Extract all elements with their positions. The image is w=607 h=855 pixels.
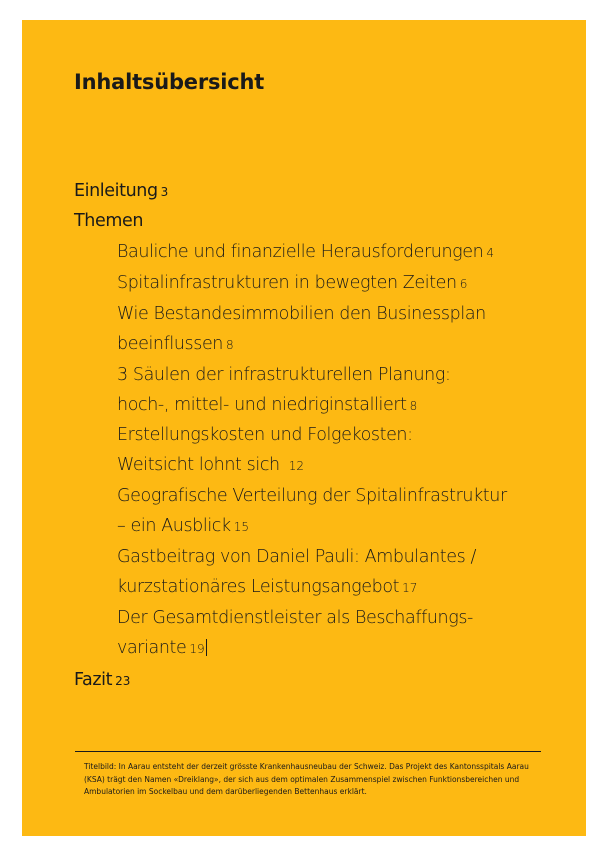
toc-entry-bauliche[interactable] <box>117 241 494 264</box>
toc-entry-erstellungskosten-line2[interactable] <box>117 454 304 477</box>
toc-label: Der Gesamtdienstleister als Beschaffungs- <box>117 608 473 628</box>
toc-label: hoch-, mittel- und niedriginstalliert <box>117 395 407 415</box>
toc-entry-einleitung[interactable] <box>74 180 168 203</box>
toc-label: – ein Ausblick <box>117 516 231 536</box>
toc-page-number: 6 <box>459 277 468 291</box>
cover-image-caption: Titelbild: In Aarau entsteht der derzeit grösste Krankenhausneubau der Schweiz. Das Projekt des Kantonsspitals Aarau (KSA) trägt den Namen «Dreiklang», der sich aus dem optimalen Zusammenspiel zwischen Funktionsbereichen und Ambulatorien im Sockelbau und dem darüberliegenden Bettenhaus erklärt. <box>84 762 529 796</box>
toc-label: Erstellungskosten und Folgekosten: <box>117 425 413 445</box>
toc-page-number: 23 <box>115 674 131 688</box>
toc-section-themen <box>74 210 143 232</box>
toc-entry-gesamtdienstleister-line1[interactable] <box>117 607 473 629</box>
toc-page-number: 17 <box>402 581 418 595</box>
toc-entry-fazit[interactable] <box>74 669 130 692</box>
toc-page-number: 15 <box>233 520 250 534</box>
content-panel <box>22 20 586 836</box>
toc-label: Themen <box>74 211 144 231</box>
toc-entry-gastbeitrag-line1[interactable] <box>117 546 476 568</box>
toc-entry-saeulen-line1[interactable] <box>117 364 450 386</box>
toc-page-number: 8 <box>226 338 234 352</box>
toc-entry-geografische-line2[interactable] <box>117 515 249 538</box>
toc-label: Gastbeitrag von Daniel Pauli: Ambulantes / <box>117 547 476 567</box>
toc-page-number: 3 <box>160 185 169 199</box>
toc-label: Einleitung <box>74 181 158 201</box>
toc-label: Weitsicht lohnt sich <box>117 455 280 475</box>
toc-label: beeinflussen <box>117 334 224 354</box>
toc-page-number: 8 <box>409 399 418 413</box>
toc-entry-saeulen-line2[interactable] <box>117 394 417 417</box>
toc-entry-bestandesimmobilien-line1[interactable] <box>117 303 486 325</box>
toc-page-number: 12 <box>288 459 305 473</box>
toc-entry-geografische-line1[interactable] <box>117 485 507 507</box>
toc-label: 3 Säulen der infrastrukturellen Planung: <box>117 365 451 385</box>
toc-label: variante <box>117 638 187 658</box>
toc-label: Geografische Verteilung der Spitalinfrastruktur <box>117 486 507 506</box>
toc-label: Wie Bestandesimmobilien den Businessplan <box>117 304 486 324</box>
toc-label: Bauliche und finanzielle Herausforderungen <box>117 242 484 262</box>
toc-label: Spitalinfrastrukturen in bewegten Zeiten <box>117 273 457 293</box>
toc-entry-gesamtdienstleister-line2[interactable] <box>117 637 207 660</box>
toc-entry-erstellungskosten-line1[interactable] <box>117 424 413 446</box>
toc-entry-bestandesimmobilien-line2[interactable] <box>117 333 234 356</box>
toc-entry-gastbeitrag-line2[interactable] <box>117 576 417 599</box>
text-cursor <box>206 639 207 656</box>
toc-label: kurzstationäres Leistungsangebot <box>117 577 400 597</box>
toc-page-number: 19 <box>189 642 205 656</box>
page-title: Inhaltsübersicht <box>74 70 265 94</box>
toc-label: Fazit <box>74 670 113 690</box>
caption-divider <box>75 751 541 752</box>
toc-page-number: 4 <box>486 246 494 260</box>
toc-entry-spitalinfrastrukturen[interactable] <box>117 272 467 295</box>
